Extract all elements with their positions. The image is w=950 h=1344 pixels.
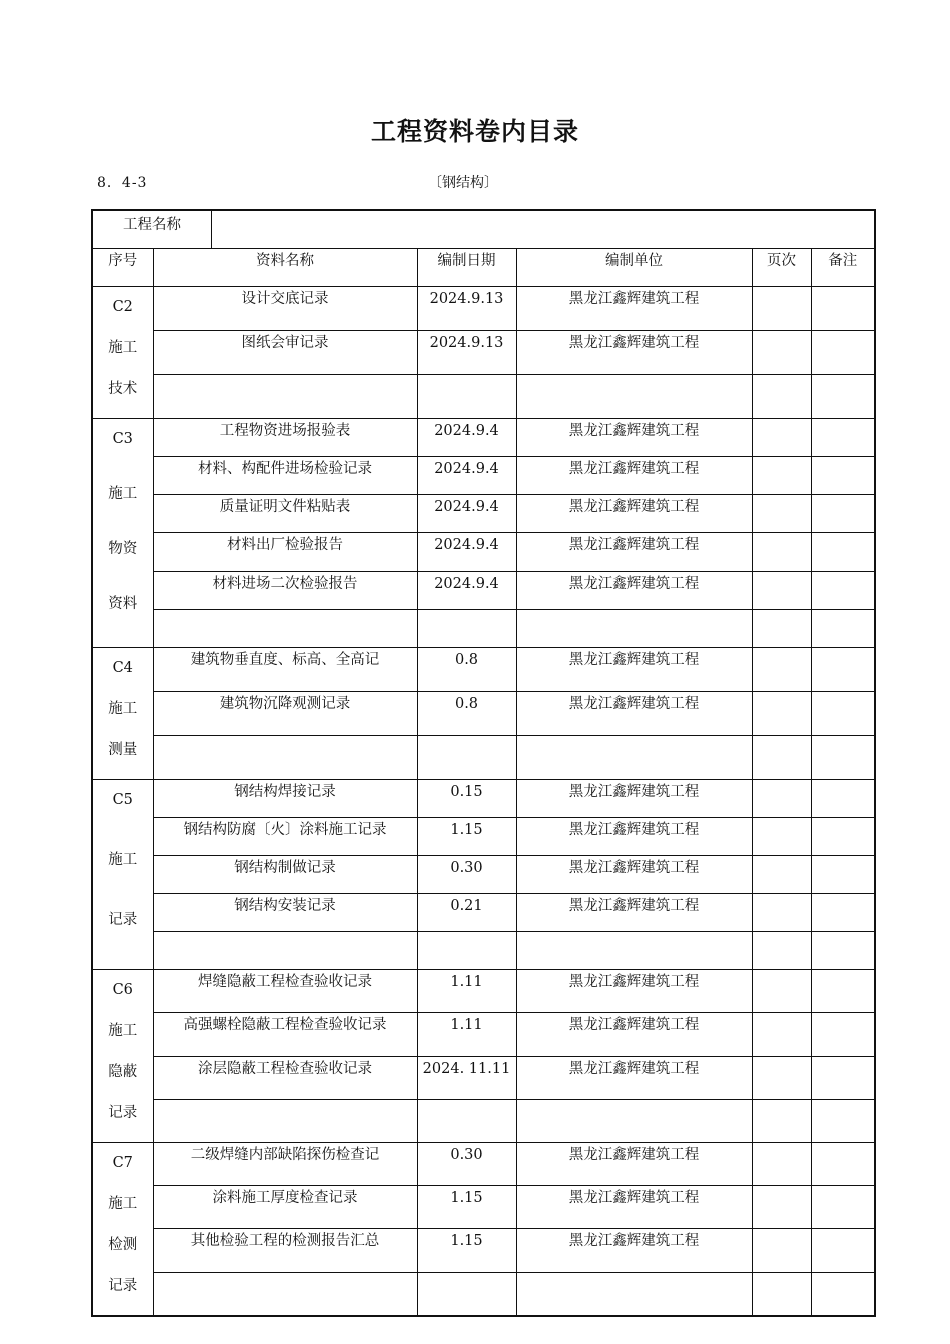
section-label-line: 隐蔽	[108, 1064, 138, 1080]
cell-unit: 黑龙江鑫辉建筑工程	[516, 1056, 752, 1099]
cell-date: 2024.9.4	[417, 457, 516, 495]
cell-unit: 黑龙江鑫辉建筑工程	[516, 457, 752, 495]
cell-name: 其他检验工程的检测报告汇总	[153, 1229, 417, 1272]
section-label-line: C5	[112, 792, 133, 808]
cell-name	[153, 1272, 417, 1316]
cell-note	[811, 894, 875, 932]
cell-name: 高强螺栓隐蔽工程检查验收记录	[153, 1013, 417, 1056]
cell-unit: 黑龙江鑫辉建筑工程	[516, 818, 752, 856]
section-label-line: 测量	[108, 742, 138, 758]
table-row	[92, 533, 875, 571]
cell-unit: 黑龙江鑫辉建筑工程	[516, 419, 752, 457]
cell-page	[752, 1186, 811, 1229]
section-label-line: C3	[112, 431, 133, 447]
cell-unit: 黑龙江鑫辉建筑工程	[516, 331, 752, 375]
section-label	[92, 419, 153, 648]
category-label: 〔钢结构〕	[428, 175, 498, 191]
cell-name: 材料、构配件进场检验记录	[153, 457, 417, 495]
cell-name	[153, 609, 417, 647]
cell-unit: 黑龙江鑫辉建筑工程	[516, 970, 752, 1013]
cell-page	[752, 692, 811, 736]
section-label	[92, 1143, 153, 1317]
cell-page	[752, 457, 811, 495]
cell-date	[417, 736, 516, 780]
cell-name: 图纸会审记录	[153, 331, 417, 375]
cell-page	[752, 1099, 811, 1142]
cell-page	[752, 780, 811, 818]
cell-note	[811, 780, 875, 818]
cell-note	[811, 692, 875, 736]
section-label-line: 记录	[108, 1278, 138, 1294]
cell-unit	[516, 1099, 752, 1142]
cell-note	[811, 818, 875, 856]
cell-note	[811, 457, 875, 495]
cell-name	[153, 1099, 417, 1142]
cell-note	[811, 970, 875, 1013]
section-label-line: 技术	[108, 381, 138, 397]
table-row	[92, 932, 875, 970]
cell-date	[417, 609, 516, 647]
cell-date	[417, 932, 516, 970]
cell-date	[417, 1099, 516, 1142]
cell-date: 1.15	[417, 1186, 516, 1229]
section-label-line: 施工	[108, 1023, 138, 1039]
cell-date: 2024.9.4	[417, 419, 516, 457]
project-name-row	[92, 210, 875, 249]
cell-page	[752, 533, 811, 571]
cell-unit: 黑龙江鑫辉建筑工程	[516, 287, 752, 331]
cell-unit	[516, 932, 752, 970]
cell-unit: 黑龙江鑫辉建筑工程	[516, 571, 752, 609]
cell-note	[811, 331, 875, 375]
cell-name	[153, 932, 417, 970]
cell-note	[811, 609, 875, 647]
table-row	[92, 1056, 875, 1099]
cell-date: 0.30	[417, 856, 516, 894]
cell-unit: 黑龙江鑫辉建筑工程	[516, 780, 752, 818]
section-label-line: C7	[112, 1155, 133, 1171]
cell-page	[752, 818, 811, 856]
header-date: 编制日期	[417, 249, 516, 287]
cell-page	[752, 331, 811, 375]
cell-note	[811, 932, 875, 970]
catalog-table	[91, 209, 876, 1317]
cell-name: 工程物资进场报验表	[153, 419, 417, 457]
section-label	[92, 648, 153, 780]
cell-date: 2024. 11.11	[417, 1056, 516, 1099]
table-row	[92, 1143, 875, 1186]
cell-page	[752, 736, 811, 780]
cell-date: 2024.9.4	[417, 571, 516, 609]
cell-name: 质量证明文件粘贴表	[153, 495, 417, 533]
section-label	[92, 287, 153, 419]
cell-date	[417, 1272, 516, 1316]
cell-unit: 黑龙江鑫辉建筑工程	[516, 1013, 752, 1056]
cell-note	[811, 1143, 875, 1186]
cell-note	[811, 648, 875, 692]
cell-name: 建筑物沉降观测记录	[153, 692, 417, 736]
cell-date: 0.15	[417, 780, 516, 818]
cell-note	[811, 1272, 875, 1316]
cell-name: 材料进场二次检验报告	[153, 571, 417, 609]
cell-unit: 黑龙江鑫辉建筑工程	[516, 648, 752, 692]
table-row	[92, 1229, 875, 1272]
cell-page	[752, 648, 811, 692]
table-row	[92, 375, 875, 419]
cell-date	[417, 375, 516, 419]
section-label	[92, 780, 153, 970]
cell-name	[153, 736, 417, 780]
table-row	[92, 571, 875, 609]
table-row	[92, 609, 875, 647]
section-label-line: 记录	[108, 912, 138, 928]
cell-page	[752, 419, 811, 457]
section-label	[92, 970, 153, 1143]
cell-page	[752, 894, 811, 932]
cell-note	[811, 495, 875, 533]
section-label-line: 检测	[108, 1237, 138, 1253]
cell-date: 0.21	[417, 894, 516, 932]
cell-page	[752, 1056, 811, 1099]
cell-date: 0.30	[417, 1143, 516, 1186]
section-label-line: 记录	[108, 1105, 138, 1121]
section-label-line: 施工	[108, 486, 138, 502]
cell-page	[752, 609, 811, 647]
cell-unit: 黑龙江鑫辉建筑工程	[516, 692, 752, 736]
cell-unit: 黑龙江鑫辉建筑工程	[516, 856, 752, 894]
table-row	[92, 287, 875, 331]
header-note: 备注	[811, 249, 875, 287]
project-name-label: 工程名称	[93, 211, 212, 248]
cell-unit	[516, 736, 752, 780]
cell-name: 涂层隐蔽工程检查验收记录	[153, 1056, 417, 1099]
cell-date: 1.15	[417, 818, 516, 856]
header-unit: 编制单位	[516, 249, 752, 287]
table-row	[92, 648, 875, 692]
section-label-line: 施工	[108, 852, 138, 868]
cell-note	[811, 1099, 875, 1142]
project-name-value	[212, 211, 874, 248]
cell-note	[811, 856, 875, 894]
cell-name: 材料出厂检验报告	[153, 533, 417, 571]
table-row	[92, 856, 875, 894]
cell-page	[752, 495, 811, 533]
cell-note	[811, 419, 875, 457]
cell-name: 钢结构防腐〔火〕涂料施工记录	[153, 818, 417, 856]
cell-name: 二级焊缝内部缺陷探伤检查记	[153, 1143, 417, 1186]
form-code: 8．4-3	[97, 175, 148, 191]
cell-unit	[516, 375, 752, 419]
cell-note	[811, 1186, 875, 1229]
cell-note	[811, 1013, 875, 1056]
cell-date: 2024.9.4	[417, 495, 516, 533]
cell-date: 2024.9.13	[417, 287, 516, 331]
table-row	[92, 419, 875, 457]
cell-note	[811, 533, 875, 571]
table-row	[92, 818, 875, 856]
cell-page	[752, 287, 811, 331]
cell-date: 2024.9.4	[417, 533, 516, 571]
cell-date: 1.11	[417, 1013, 516, 1056]
cell-unit: 黑龙江鑫辉建筑工程	[516, 495, 752, 533]
cell-note	[811, 375, 875, 419]
table-row	[92, 457, 875, 495]
table-row	[92, 1099, 875, 1142]
cell-page	[752, 571, 811, 609]
cell-name: 钢结构制做记录	[153, 856, 417, 894]
cell-unit: 黑龙江鑫辉建筑工程	[516, 533, 752, 571]
section-label-line: C2	[112, 299, 133, 315]
cell-date: 0.8	[417, 648, 516, 692]
header-row	[92, 249, 875, 287]
cell-page	[752, 1272, 811, 1316]
page-title: 工程资料卷内目录	[370, 117, 579, 146]
table-row	[92, 780, 875, 818]
table-row	[92, 1272, 875, 1316]
cell-note	[811, 287, 875, 331]
cell-note	[811, 1229, 875, 1272]
cell-date: 1.15	[417, 1229, 516, 1272]
cell-unit: 黑龙江鑫辉建筑工程	[516, 1143, 752, 1186]
cell-name: 建筑物垂直度、标高、全高记	[153, 648, 417, 692]
cell-note	[811, 571, 875, 609]
table-row	[92, 736, 875, 780]
section-label-line: 施工	[108, 340, 138, 356]
table-row	[92, 1013, 875, 1056]
cell-unit: 黑龙江鑫辉建筑工程	[516, 1186, 752, 1229]
cell-page	[752, 1143, 811, 1186]
cell-page	[752, 932, 811, 970]
cell-unit	[516, 1272, 752, 1316]
section-label-line: 资料	[108, 596, 138, 612]
cell-note	[811, 736, 875, 780]
section-label-line: C4	[112, 660, 133, 676]
cell-name	[153, 375, 417, 419]
cell-page	[752, 1229, 811, 1272]
cell-name: 钢结构焊接记录	[153, 780, 417, 818]
section-label-line: C6	[112, 982, 133, 998]
cell-name: 设计交底记录	[153, 287, 417, 331]
cell-unit: 黑龙江鑫辉建筑工程	[516, 894, 752, 932]
cell-page	[752, 856, 811, 894]
cell-page	[752, 375, 811, 419]
section-label-line: 施工	[108, 1196, 138, 1212]
cell-page	[752, 1013, 811, 1056]
cell-unit	[516, 609, 752, 647]
table-row	[92, 331, 875, 375]
table-row	[92, 692, 875, 736]
header-page: 页次	[752, 249, 811, 287]
cell-page	[752, 970, 811, 1013]
table-row	[92, 1186, 875, 1229]
header-seq: 序号	[92, 249, 153, 287]
header-name: 资料名称	[153, 249, 417, 287]
cell-unit: 黑龙江鑫辉建筑工程	[516, 1229, 752, 1272]
cell-name: 钢结构安装记录	[153, 894, 417, 932]
cell-name: 焊缝隐蔽工程检查验收记录	[153, 970, 417, 1013]
cell-date: 1.11	[417, 970, 516, 1013]
cell-note	[811, 1056, 875, 1099]
cell-name: 涂料施工厚度检查记录	[153, 1186, 417, 1229]
section-label-line: 物资	[108, 541, 138, 557]
table-row	[92, 495, 875, 533]
table-row	[92, 970, 875, 1013]
section-label-line: 施工	[108, 701, 138, 717]
cell-date: 0.8	[417, 692, 516, 736]
table-row	[92, 894, 875, 932]
cell-date: 2024.9.13	[417, 331, 516, 375]
